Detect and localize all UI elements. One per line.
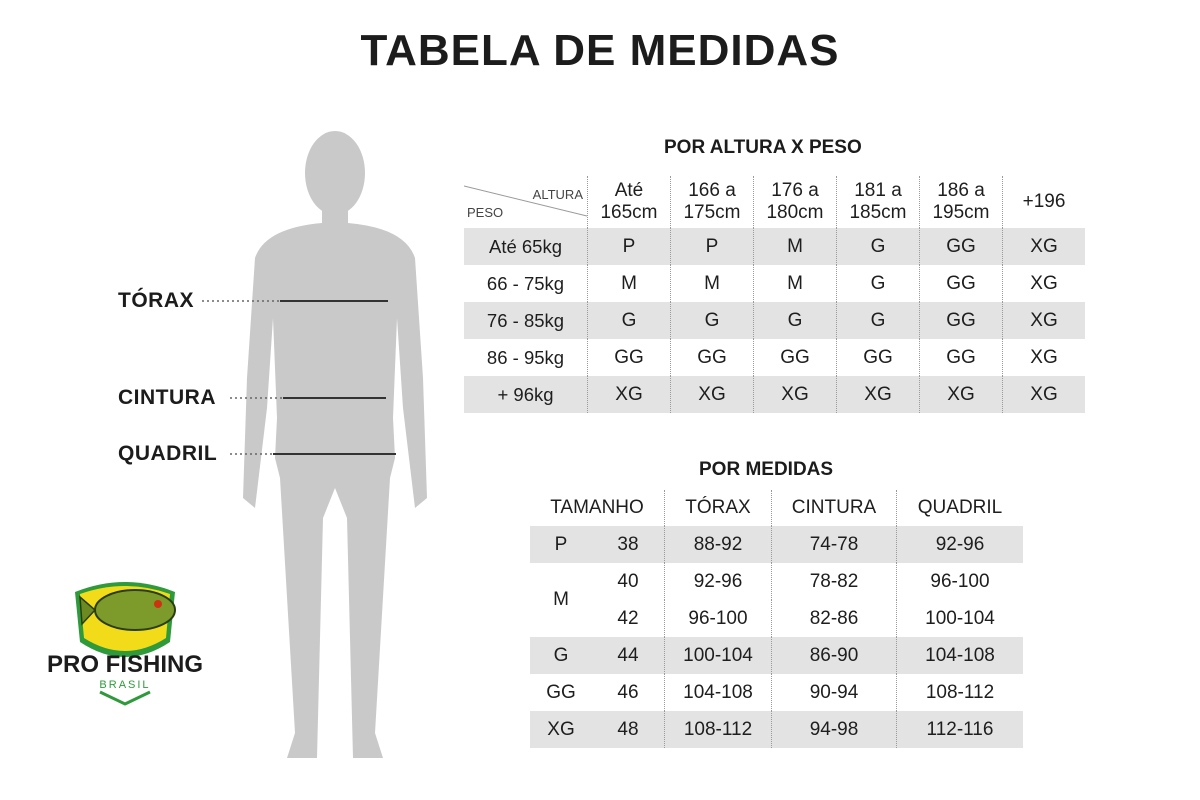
cell-size: GG xyxy=(546,681,576,703)
cell-num: 46 xyxy=(617,681,639,703)
cell-quadril: 92-96 xyxy=(897,526,1024,563)
medidas-table xyxy=(530,490,1023,748)
table-row xyxy=(464,265,1085,302)
cell: XG xyxy=(1003,376,1086,413)
cell-size: G xyxy=(530,637,592,674)
table-row xyxy=(530,711,1023,748)
table-row xyxy=(464,376,1085,413)
cell: GG xyxy=(920,302,1003,339)
cell: GG xyxy=(837,339,920,376)
table-row xyxy=(464,339,1085,376)
cell-torax: 104-108 xyxy=(665,674,772,711)
cell-num: 48 xyxy=(592,711,665,748)
header-cintura: CINTURA xyxy=(772,490,897,526)
col-header: 166 a 175cm xyxy=(671,176,754,228)
altura-peso-title: POR ALTURA X PESO xyxy=(664,137,862,158)
col-header: +196 xyxy=(1003,176,1086,228)
row-peso: 86 - 95kg xyxy=(486,346,565,368)
row-peso: 76 - 85kg xyxy=(464,302,588,339)
cell: P xyxy=(671,228,754,265)
label-quadril: QUADRIL xyxy=(118,442,218,465)
cell-quadril: 112-116 xyxy=(897,711,1024,748)
cell-torax: 92-96 xyxy=(665,563,772,600)
altura-peso-table xyxy=(464,176,1085,413)
cell: XG xyxy=(588,376,671,413)
label-torax: TÓRAX xyxy=(118,289,194,312)
row-peso: 66 - 75kg xyxy=(486,272,565,294)
cell: G xyxy=(754,302,837,339)
cell: XG xyxy=(920,376,1003,413)
cell: XG xyxy=(837,376,920,413)
cell: XG xyxy=(1003,339,1086,376)
cell: P xyxy=(588,228,671,265)
cell: XG xyxy=(671,376,754,413)
cell: GG xyxy=(754,339,837,376)
col-header: 186 a 195cm xyxy=(920,176,1003,228)
header-quadril: QUADRIL xyxy=(897,490,1024,526)
table-row xyxy=(530,674,1023,711)
cell-quadril: 108-112 xyxy=(897,674,1024,711)
table-row xyxy=(530,637,1023,674)
cell: XG xyxy=(1003,265,1086,302)
cell-cintura: 82-86 xyxy=(772,600,897,637)
cell-num: 40 xyxy=(617,570,639,592)
cell: GG xyxy=(920,228,1003,265)
cell-cintura: 74-78 xyxy=(772,526,897,563)
cell: M xyxy=(588,265,671,302)
cell: M xyxy=(671,265,754,302)
pro-fishing-logo xyxy=(30,572,220,712)
cell-quadril: 96-100 xyxy=(897,563,1024,600)
cell-size: M xyxy=(553,589,569,610)
table-row xyxy=(464,228,1085,265)
corner-peso: PESO xyxy=(467,205,504,220)
cell-torax: 96-100 xyxy=(665,600,772,637)
cell: G xyxy=(837,302,920,339)
cell-num: 44 xyxy=(592,637,665,674)
cell: G xyxy=(671,302,754,339)
page-title: TABELA DE MEDIDAS xyxy=(360,26,840,75)
cell: XG xyxy=(1003,302,1086,339)
cell-torax: 88-92 xyxy=(665,526,772,563)
cell-num: 38 xyxy=(592,526,665,563)
cell: M xyxy=(754,265,837,302)
corner-altura: ALTURA xyxy=(532,187,583,202)
cell: M xyxy=(754,228,837,265)
cell-torax: 100-104 xyxy=(665,637,772,674)
row-peso: + 96kg xyxy=(464,376,588,413)
cell: G xyxy=(837,265,920,302)
table-row xyxy=(530,526,1023,563)
label-cintura: CINTURA xyxy=(118,386,216,409)
cell: GG xyxy=(920,265,1003,302)
measure-lines xyxy=(0,0,470,480)
col-header: 176 a 180cm xyxy=(754,176,837,228)
col-header: Até 165cm xyxy=(588,176,671,228)
cell-torax: 108-112 xyxy=(665,711,772,748)
corner-header xyxy=(464,176,587,228)
cell: G xyxy=(588,302,671,339)
cell: XG xyxy=(754,376,837,413)
cell-size: P xyxy=(530,526,592,563)
cell-cintura: 90-94 xyxy=(772,674,897,711)
row-peso: Até 65kg xyxy=(464,228,588,265)
cell: G xyxy=(837,228,920,265)
cell-quadril: 100-104 xyxy=(897,600,1024,637)
cell-quadril: 104-108 xyxy=(897,637,1024,674)
table-row xyxy=(530,600,1023,637)
cell: XG xyxy=(1003,228,1086,265)
svg-text:BRASIL: BRASIL xyxy=(99,679,151,691)
svg-text:PRO FISHING: PRO FISHING xyxy=(46,651,204,678)
cell-cintura: 94-98 xyxy=(772,711,897,748)
col-header: 181 a 185cm xyxy=(837,176,920,228)
cell: GG xyxy=(588,339,671,376)
cell: GG xyxy=(671,339,754,376)
cell: GG xyxy=(920,339,1003,376)
medidas-title: POR MEDIDAS xyxy=(699,459,834,480)
cell-cintura: 78-82 xyxy=(772,563,897,600)
cell-cintura: 86-90 xyxy=(772,637,897,674)
cell-num: 42 xyxy=(617,607,639,629)
header-tamanho: TAMANHO xyxy=(550,497,644,518)
cell-size: XG xyxy=(530,711,592,748)
header-torax: TÓRAX xyxy=(665,490,772,526)
table-row xyxy=(464,302,1085,339)
table-row xyxy=(530,563,1023,600)
